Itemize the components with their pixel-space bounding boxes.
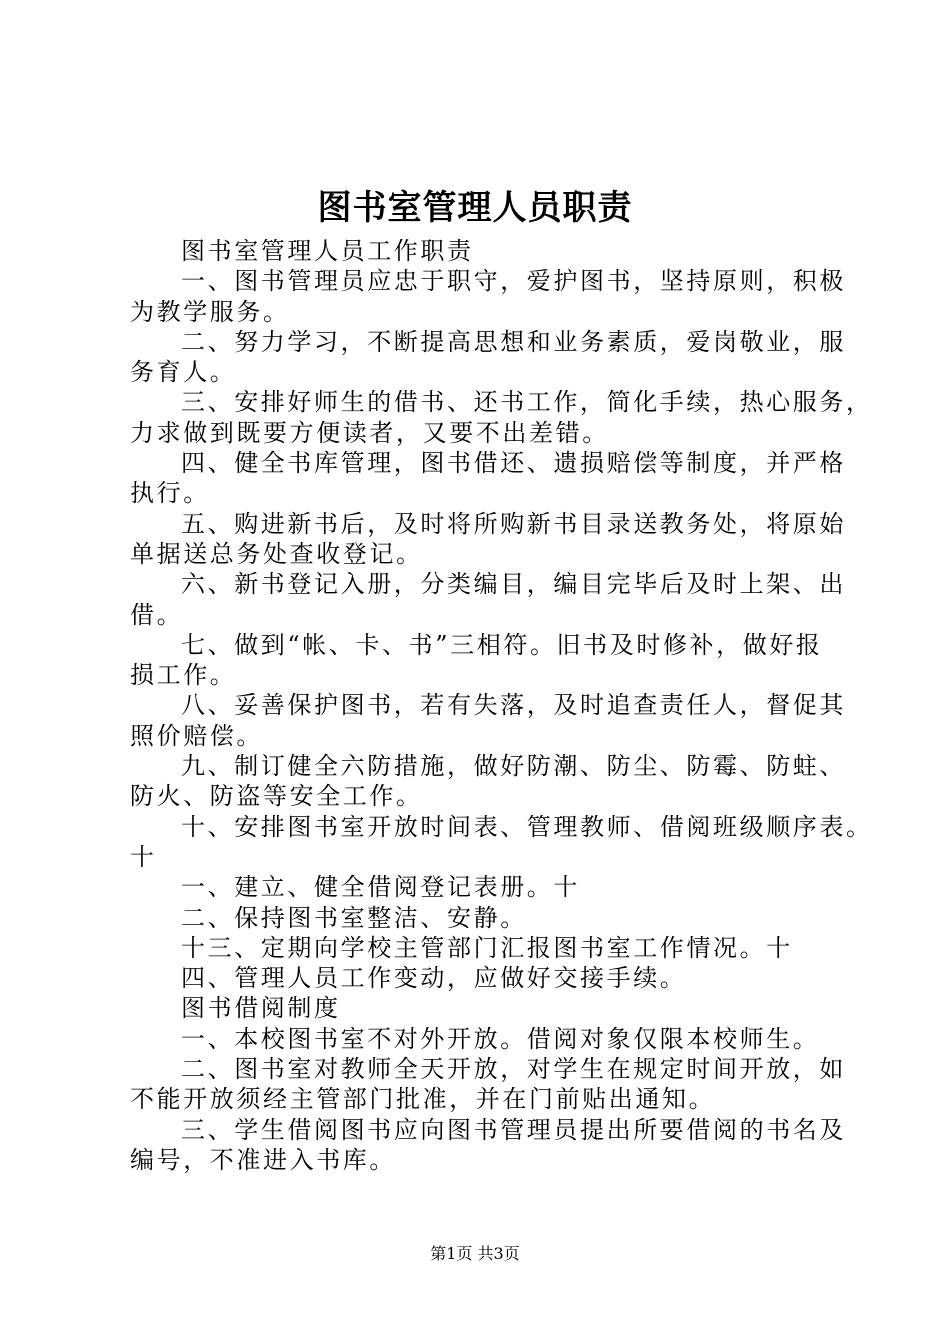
text-line: 四、管理人员工作变动，应做好交接手续。 — [181, 964, 687, 993]
text-line: 八、妥善保护图书，若有失落，及时追查责任人，督促其 — [181, 691, 846, 720]
text-line: 十、安排图书室开放时间表、管理教师、借阅班级顺序表。 — [181, 812, 873, 841]
text-line: 图书借阅制度 — [181, 994, 341, 1023]
text-line: 六、新书登记入册，分类编目，编目完毕后及时上架、出 — [181, 570, 846, 599]
text-line: 十 — [130, 842, 157, 871]
document-body — [130, 236, 873, 1175]
text-line: 务育人。 — [130, 358, 237, 387]
text-line: 防火、防盗等安全工作。 — [130, 782, 423, 811]
text-line: 力求做到既要方便读者，又要不出差错。 — [130, 418, 609, 447]
text-line: 一、图书管理员应忠于职守，爱护图书，坚持原则，积极 — [181, 267, 846, 296]
text-line: 二、努力学习，不断提高思想和业务素质，爱岗敬业，服 — [181, 327, 846, 356]
text-line: 借。 — [130, 600, 184, 629]
text-line: 二、图书室对教师全天开放，对学生在规定时间开放，如 — [181, 1055, 846, 1084]
text-line: 九、制订健全六防措施，做好防潮、防尘、防霉、防蛀、 — [181, 752, 846, 781]
text-line: 单据送总务处查收登记。 — [130, 539, 423, 568]
text-line: 四、健全书库管理，图书借还、遗损赔偿等制度，并严格 — [181, 449, 846, 478]
text-line: 执行。 — [130, 479, 210, 508]
text-line: 一、本校图书室不对外开放。借阅对象仅限本校师生。 — [181, 1024, 820, 1053]
text-line: 三、安排好师生的借书、还书工作，简化手续，热心服务， — [181, 388, 873, 417]
text-line: 损工作。 — [130, 661, 237, 690]
text-line: 十三、定期向学校主管部门汇报图书室工作情况。十 — [181, 933, 793, 962]
text-line: 二、保持图书室整洁、安静。 — [181, 903, 527, 932]
text-line: 图书室管理人员工作职责 — [181, 237, 474, 265]
page-title: 图书室管理人员职责 — [317, 188, 633, 228]
page-footer: 第1页 共3页 — [430, 1244, 520, 1263]
text-line: 七、做到“帐、卡、书”三相符。旧书及时修补，做好报 — [181, 630, 823, 659]
text-line: 不能开放须经主管部门批准，并在门前贴出通知。 — [130, 1085, 716, 1114]
text-line: 照价赔偿。 — [130, 721, 263, 750]
text-line: 一、建立、健全借阅登记表册。十 — [181, 873, 580, 902]
text-line: 为教学服务。 — [130, 297, 290, 326]
text-line: 编号，不准进入书库。 — [130, 1145, 396, 1174]
text-line: 三、学生借阅图书应向图书管理员提出所要借阅的书名及 — [181, 1115, 846, 1144]
text-line: 五、购进新书后，及时将所购新书目录送教务处，将原始 — [181, 509, 846, 538]
